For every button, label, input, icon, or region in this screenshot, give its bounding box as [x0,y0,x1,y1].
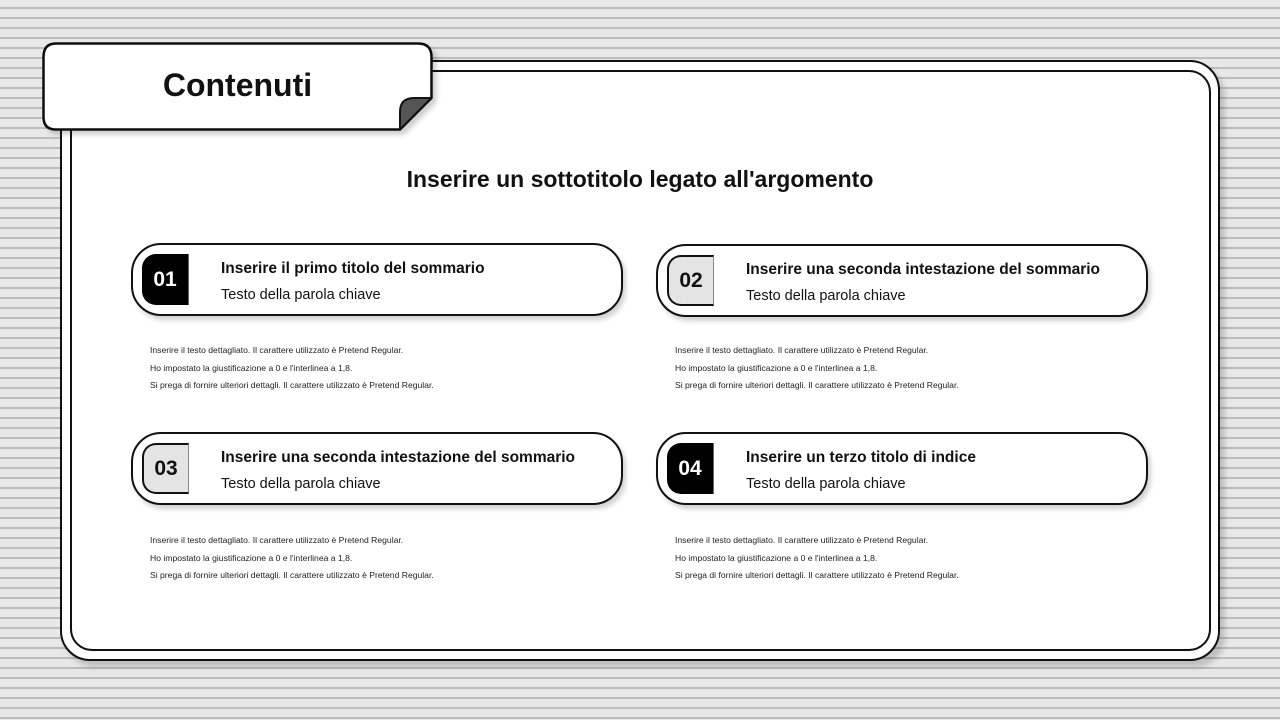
summary-item-4 [656,432,1148,505]
description-line: Inserire il testo dettagliato. Il carattere utilizzato è Pretend Regular. [150,535,404,545]
number-badge: 03 [142,443,189,494]
subtitle: Inserire un sottotitolo legato all'argomento [406,166,874,192]
item-title: Inserire un terzo titolo di indice [746,449,976,466]
description-line: Si prega di fornire ulteriori dettagli. Il carattere utilizzato è Pretend Regular. [150,570,434,580]
summary-item-1 [131,243,623,316]
item-keyword: Testo della parola chiave [221,476,381,492]
summary-item-3 [131,432,623,505]
item-description-4 [675,532,959,585]
summary-item-2 [656,244,1148,317]
description-line: Ho impostato la giustificazione a 0 e l'interlinea a 1,8. [675,362,878,373]
item-description-1 [150,342,434,395]
number-badge: 01 [142,254,189,305]
description-line: Inserire il testo dettagliato. Il carattere utilizzato è Pretend Regular. [675,535,929,545]
title-tab [42,42,433,131]
description-line: Si prega di fornire ulteriori dettagli. Il carattere utilizzato è Pretend Regular. [150,380,434,390]
item-description-2 [675,342,959,395]
description-line: Ho impostato la giustificazione a 0 e l'interlinea a 1,8. [675,552,878,563]
item-title: Inserire una seconda intestazione del sommario [221,449,576,466]
item-keyword: Testo della parola chiave [746,288,906,304]
description-line: Ho impostato la giustificazione a 0 e l'interlinea a 1,8. [150,362,353,373]
description-line: Inserire il testo dettagliato. Il carattere utilizzato è Pretend Regular. [150,345,404,355]
number-badge: 02 [667,255,714,306]
item-description-3 [150,532,434,585]
item-keyword: Testo della parola chiave [746,476,906,492]
item-title: Inserire una seconda intestazione del sommario [746,261,1101,278]
description-line: Inserire il testo dettagliato. Il carattere utilizzato è Pretend Regular. [675,345,929,355]
item-title: Inserire il primo titolo del sommario [221,260,485,277]
number-badge: 04 [667,443,714,494]
item-keyword: Testo della parola chiave [221,287,381,303]
description-line: Si prega di fornire ulteriori dettagli. Il carattere utilizzato è Pretend Regular. [675,570,959,580]
description-line: Ho impostato la giustificazione a 0 e l'interlinea a 1,8. [150,552,353,563]
page-title: Contenuti [162,67,313,103]
description-line: Si prega di fornire ulteriori dettagli. Il carattere utilizzato è Pretend Regular. [675,380,959,390]
